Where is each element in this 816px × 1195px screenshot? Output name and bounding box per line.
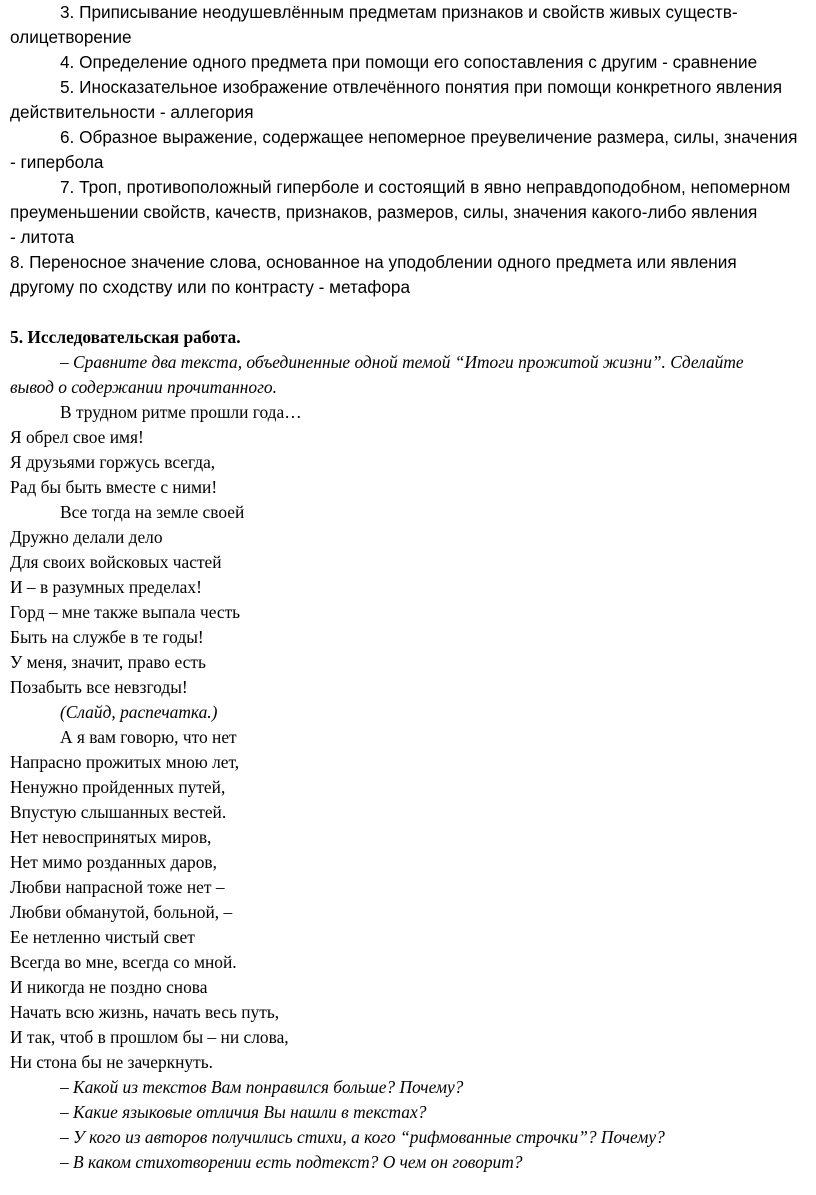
question-item: – В каком стихотворении есть подтекст? О чем он говорит?: [60, 1152, 523, 1172]
poem-line: Нет невоспринятых миров,: [10, 827, 212, 847]
poem-line: Ни стона бы не зачеркнуть.: [10, 1052, 214, 1072]
question-item: – Какой из текстов Вам понравился больше? Почему?: [60, 1077, 464, 1097]
slide-note: (Слайд, распечатка.): [60, 702, 218, 722]
definition-line: 5. Иносказательное изображение отвлечённого понятия при помощи конкретного явления: [60, 77, 783, 97]
definition-line: действительности - аллегория: [10, 102, 254, 122]
definition-line: 3. Приписывание неодушевлённым предметам признаков и свойств живых существ-: [60, 2, 738, 22]
poem-line: У меня, значит, право есть: [10, 652, 206, 672]
definition-line: 8. Переносное значение слова, основанное на уподоблении одного предмета или явления: [10, 252, 737, 272]
poem-line: Я обрел свое имя!: [10, 427, 144, 447]
definition-line: 4. Определение одного предмета при помощи его сопоставления с другим - сравнение: [60, 52, 758, 72]
poem-line: И так, чтоб в прошлом бы – ни слова,: [10, 1027, 289, 1047]
poem-second: [10, 725, 806, 1075]
poem-line: Все тогда на земле своей: [60, 502, 245, 522]
spacer: [10, 300, 806, 325]
poem-line: Любви напрасной тоже нет –: [10, 877, 225, 897]
poem-line: Ненужно пройденных путей,: [10, 777, 226, 797]
poem-line: В трудном ритме прошли года…: [60, 402, 302, 422]
poem-line: Дружно делали дело: [10, 527, 163, 547]
definition-line: олицетворение: [10, 27, 132, 47]
definition-line: - гипербола: [10, 152, 104, 172]
definition-line: преуменьшении свойств, качеств, признаков, размеров, силы, значения какого-либо явления: [10, 202, 758, 222]
questions-list: [10, 1075, 806, 1175]
poem-line: Я друзьями горжусь всегда,: [10, 452, 216, 472]
poem-line: Напрасно прожитых мною лет,: [10, 752, 240, 772]
research-section: [10, 325, 806, 1175]
poem-line: Начать всю жизнь, начать весь путь,: [10, 1002, 280, 1022]
poem-line: Позабыть все невзгоды!: [10, 677, 188, 697]
definitions-list: [10, 0, 806, 300]
poem-line: Нет мимо розданных даров,: [10, 852, 217, 872]
definition-line: 7. Троп, противоположный гиперболе и состоящий в явно неправдоподобном, непомерном: [60, 177, 791, 197]
poem-line: Быть на службе в те годы!: [10, 627, 204, 647]
poem-line: И никогда не поздно снова: [10, 977, 208, 997]
poem-line: Для своих войсковых частей: [10, 552, 222, 572]
definition-line: - литота: [10, 227, 75, 247]
poem-line: Всегда во мне, всегда со мной.: [10, 952, 237, 972]
poem-line: Горд – мне также выпала честь: [10, 602, 241, 622]
poem-line: А я вам говорю, что нет: [60, 727, 237, 747]
poem-line: Ее нетленно чистый свет: [10, 927, 195, 947]
poem-line: Любви обманутой, больной, –: [10, 902, 233, 922]
definition-line: 6. Образное выражение, содержащее непомерное преувеличение размера, силы, значения: [60, 127, 798, 147]
definition-line: другому по сходству или по контрасту - метафора: [10, 277, 411, 297]
poem-line: Рад бы быть вместе с ними!: [10, 477, 218, 497]
poem-line: Впустую слышанных вестей.: [10, 802, 227, 822]
question-item: – Какие языковые отличия Вы нашли в текстах?: [60, 1102, 427, 1122]
poem-line: И – в разумных пределах!: [10, 577, 202, 597]
poem-first: [10, 400, 806, 700]
task-instruction: вывод о содержании прочитанного.: [10, 377, 277, 397]
section-heading: 5. Исследовательская работа.: [10, 327, 241, 347]
question-item: – У кого из авторов получились стихи, а кого “рифмованные строчки”? Почему?: [60, 1127, 665, 1147]
task-instruction: – Сравните два текста, объединенные одной темой “Итоги прожитой жизни”. Сделайте: [60, 352, 744, 372]
